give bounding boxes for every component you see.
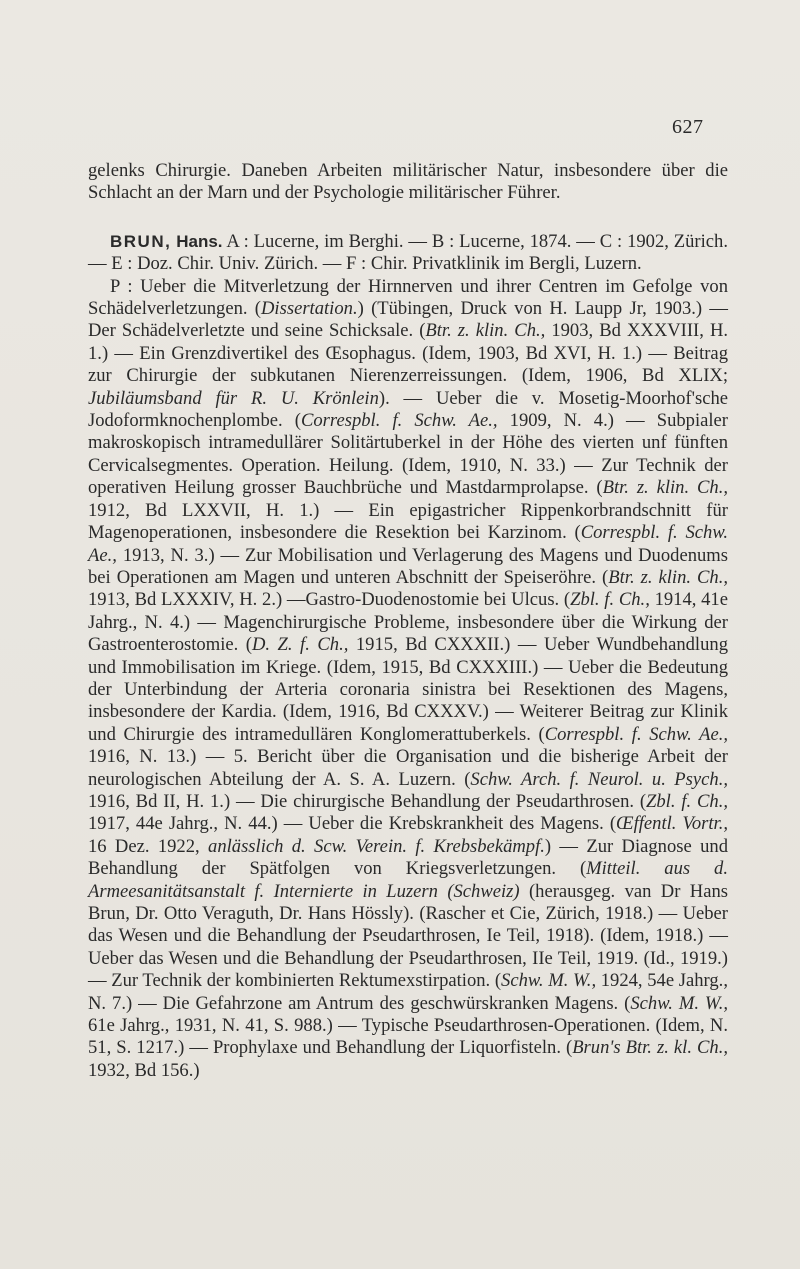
entry-surname: BRUN,	[110, 231, 172, 251]
intro-paragraph: gelenks Chirurgie. Daneben Arbeiten militärischer Natur, insbesondere über die Schlacht an der Marn und der Psychologie militärischer Führer.	[88, 160, 728, 204]
publications-paragraph	[88, 276, 728, 1083]
publication-text: 1916, Bd II, H. 1.) — Die chirurgische Behandlung der Pseudarthrosen. (	[88, 790, 647, 812]
publication-text: 61e Jahrg., 1931, N. 41, S. 988.) — Typische Pseudarthrosen-Operationen. (Idem, N. 51, S. 1217.) — Prophylaxe und Behandlung der Liquorfisteln. (	[88, 1015, 728, 1059]
publication-journal-title: Brun's Btr. z. kl. Ch.,	[572, 1037, 728, 1059]
publication-journal-title: Btr. z. klin. Ch.,	[425, 320, 546, 342]
publication-journal-title: Btr. z. klin. Ch.,	[602, 477, 729, 499]
publication-journal-title: Btr. z. klin. Ch.,	[608, 566, 729, 588]
publication-journal-title: Correspbl. f. Schw. Ae.,	[544, 723, 729, 745]
publication-journal-title: D. Z. f. Ch.,	[251, 634, 349, 656]
publication-text: 1924, 54e Jahrg., N. 7.) — Die Gefahrzone am Antrum des geschwürskranken Magens. (	[88, 970, 728, 1014]
publication-text: 1912, Bd LXXVII, H. 1.) — Ein epigastricher Rippenkorbrandschnitt für Magenoperationen, insbesondere die Resektion bei Karzinom. (	[88, 499, 728, 544]
biography-entry-header	[88, 231, 728, 276]
publication-text: 1903, Bd XXXVIII, H. 1.) — Ein Grenzdivertikel des Œsophagus. (Idem, 1903, Bd XVI, H. 1.) — Beitrag zur Chirurgie der subkutanen Nierenzerreissungen. (Idem, 1906, Bd XLIX;	[88, 320, 729, 387]
publication-text: P : Ueber die Mitverletzung der Hirnnerven und ihrer Centren im Gefolge von Schädelverletzungen. (	[88, 275, 728, 320]
publication-text: (herausgeg. van Dr Hans Brun, Dr. Otto Veraguth, Dr. Hans Hössly). (Rascher et Cie, Zürich, 1918.) — Ueber das Wesen und die Behandlung der Pseudarthrosen, Ie Teil, 1918). (Idem, 1918.) — Ueber das Wesen und die Behandlung der Pseudarthrosen, IIe Teil, 1919. (Id., 1919.) — Zur Technik der kombinierten Rektumexstirpation. (	[88, 880, 728, 992]
publication-text: 1932, Bd 156.)	[88, 1059, 200, 1081]
publication-journal-title: Jubiläumsband für R. U. Krönlein	[88, 387, 379, 409]
publication-text: 1917, 44e Jahrg., N. 44.) — Ueber die Krebskrankheit des Magens. (	[88, 813, 617, 835]
publication-journal-title: Œffentl. Vortr.,	[616, 813, 728, 835]
publication-journal-title: Mitteil. aus d. Armeesanitätsanstalt f. Internierte in Luzern (Schweiz)	[88, 858, 728, 902]
publication-text: ) — Zur Diagnose und Behandlung der Spätfolgen von Kriegsverletzungen. (	[88, 835, 728, 880]
publication-text: ). — Ueber die v. Mosetig-Moorhof'sche Jodoformknochenplombe. (	[88, 387, 728, 432]
publication-text: 1913, Bd LXXXIV, H. 2.) —Gastro-Duodenostomie bei Ulcus. (	[88, 589, 571, 611]
publication-journal-title: anlässlich d. Scw. Verein. f. Krebsbekämpf.	[208, 835, 545, 857]
publication-text: 16 Dez. 1922,	[88, 835, 209, 857]
publication-text: ) (Tübingen, Druck von H. Laupp Jr, 1903.) — Der Schädelverletzte und seine Schicksale. (	[88, 298, 728, 342]
publication-text: 1913, N. 3.) — Zur Mobilisation und Verlagerung des Magens und Duodenums bei Operationen am Magen und unteren Abschnitt der Speiseröhre. (	[88, 544, 728, 588]
entry-header-text: A : Lucerne, im Berghi. — B : Lucerne, 1874. — C : 1902, Zürich. — E : Doz. Chir. Univ. Zürich. — F : Chir. Privatklinik im Bergli, Luzern.	[88, 230, 728, 275]
publication-journal-title: Correspbl. f. Schw. Ae.,	[300, 410, 498, 432]
publication-journal-title: Schw. M. W.,	[630, 992, 729, 1014]
publication-text: 1909, N. 4.) — Subpialer makroskopisch intramedullärer Solitärtuberkel in der Höhe des vierten unf fünften Cervicalsegmentes. Operation. Heilung. (Idem, 1910, N. 33.) — Zur Technik der operativen Heilung grosser Bauchbrüche und Mastdarmprolapse. (	[88, 410, 728, 499]
publication-journal-title: Correspbl. f. Schw. Ae.,	[88, 522, 728, 566]
page-number: 627	[672, 116, 704, 138]
publication-journal-title: Schw. Arch. f. Neurol. u. Psych.,	[470, 768, 728, 790]
publication-text: 1914, 41e Jahrg., N. 4.) — Magenchirurgische Probleme, insbesondere über die Wirkung der Gastroenterostomie. (	[88, 589, 728, 656]
publication-text: 1915, Bd CXXXII.) — Ueber Wundbehandlung und Immobilisation im Kriege. (Idem, 1915, Bd CXXXIII.) — Ueber die Bedeutung der Unterbindung der Arteria coronaria sinistra bei Resektionen des Magens, insbesondere der Kardia. (Idem, 1916, Bd CXXXV.) — Weiterer Beitrag zur Klinik und Chirurgie des intramedullären Konglomerattuberkels. (	[88, 634, 728, 745]
publication-journal-title: Zbl. f. Ch.,	[570, 589, 650, 611]
entry-given-name: Hans.	[176, 231, 223, 251]
publication-journal-title: Zbl. f. Ch.,	[646, 790, 728, 812]
page-body	[88, 160, 728, 1082]
publication-journal-title: Schw. M. W.,	[501, 970, 597, 992]
publication-journal-title: Dissertation.	[261, 298, 358, 320]
publication-text: 1916, N. 13.) — 5. Bericht über die Organisation und die bisherige Arbeit der neurologischen Abteilung der A. S. A. Luzern. (	[88, 746, 728, 790]
